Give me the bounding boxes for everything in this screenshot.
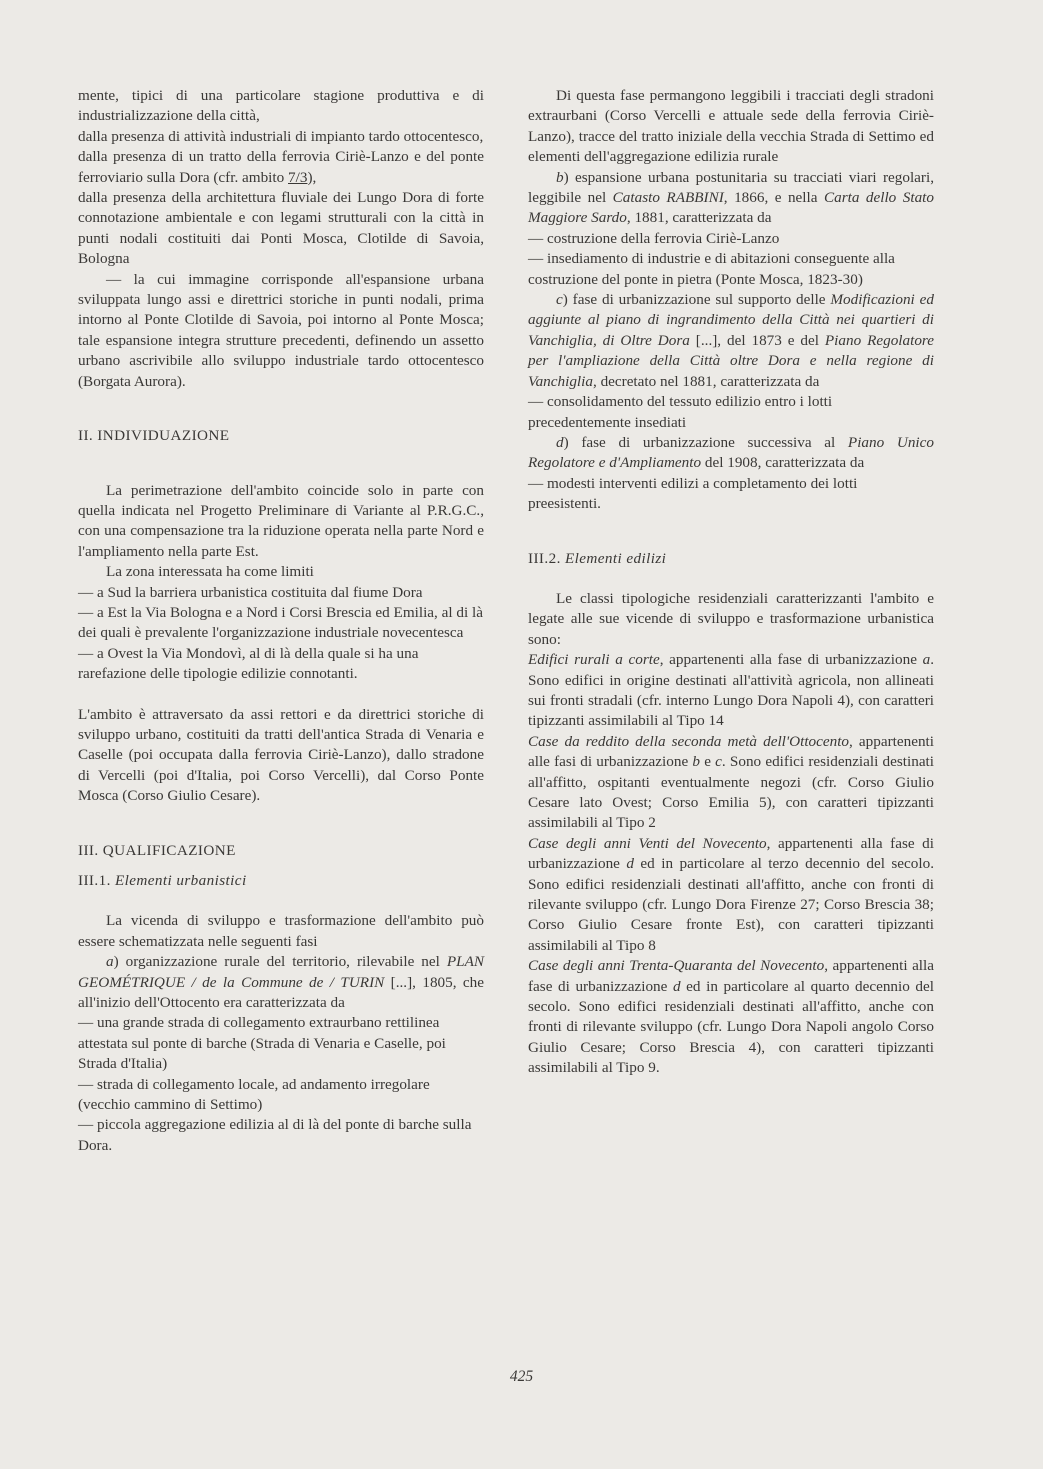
limit-west: — a Ovest la Via Mondovì, al di là della quale si ha una rarefazione delle tipologie edilizie connotanti. <box>78 644 419 683</box>
phase-b-label: b <box>556 168 564 186</box>
intro-line-3 <box>78 147 484 188</box>
phase-a-item-3: — piccola aggregazione edilizia al di là del ponte di barche sulla Dora. <box>78 1116 472 1154</box>
page-number: 425 <box>509 1368 534 1385</box>
phase-c-paragraph: c) fase di urbanizzazione sul supporto delle Modificazioni ed aggiunte al piano di ingrandimento della Città nei quartieri di Vanchiglia, di Oltre Dora [...], del 1873 e del Piano Regolatore per l'ampliazione della Città oltre Dora e nella regione di Vanchiglia, decretato nel 1881, caratterizzata da <box>528 291 935 390</box>
intro-line-5: — la cui immagine corrisponde all'espansione urbana sviluppata lungo assi e direttrici storiche in punti nodali, prima intorno al Ponte Clotilde di Savoia, poi intorno al Ponte Mosca; tale espansione integra strutture precedenti, definendo un assetto urbano ascrivibile allo sviluppo industriale tardo ottocentesco (Borgata Aurora). <box>78 270 484 390</box>
perimetrazione-paragraph: La perimetrazione dell'ambito coincide solo in parte con quella indicata nel Progetto Preliminare di Variante al P.R.G.C., con una compensazione tra la riduzione operata nella parte Nord e l'ampliamento nella parte Est. <box>78 481 484 560</box>
subsection-title-elementi-edilizi <box>528 549 934 569</box>
subsection-number: III.1. <box>78 872 111 889</box>
subsection-number: III.2. <box>528 549 561 567</box>
subsection-title-elementi-urbanistici <box>78 871 484 891</box>
intro-line-4: dalla presenza della architettura fluviale dei Lungo Dora di forte connotazione ambientale e con legami strutturali con la città in punti nodali costituiti dai Ponti Mosca, Clotilde di Savoia, Bologna <box>78 189 484 268</box>
limit-south: — a Sud la barriera urbanistica costituita dal fiume Dora <box>78 583 423 601</box>
carta-stato-maggiore-title: Carta dello Stato Maggiore Sardo <box>528 189 934 227</box>
phase-c-item-1: — consolidamento del tessuto edilizio entro i lotti precedentemente insediati <box>528 393 833 431</box>
phase-a-item-2: — strada di collegamento locale, ad andamento irregolare (vecchio cammino di Settimo) <box>78 1075 430 1114</box>
subsection-title-text: Elementi edilizi <box>564 549 667 567</box>
left-column <box>78 86 484 1156</box>
tipologia-edifici-rurali: Edifici rurali a corte, appartenenti alla fase di urbanizzazione a. Sono edifici in origine destinati all'attività agricola, non allineati sui fronti stradali (cfr. interno Lungo Dora Napoli 4), con caratteri tipizzanti assimilabili al Tipo 14 <box>528 651 934 730</box>
vicenda-paragraph: La vicenda di sviluppo e trasformazione dell'ambito può essere schematizzata nelle seguenti fasi <box>78 912 484 950</box>
limiti-intro: La zona interessata ha come limiti <box>106 563 314 581</box>
subsection-title-text: Elementi urbanistici <box>114 872 247 889</box>
tipologia-case-anni-venti: Case degli anni Venti del Novecento, appartenenti alla fase di urbanizzazione d ed in particolare al terzo decennio del secolo. Sono edifici residenziali destinati all'affitto, anche con fronti di rilevante sviluppo (cfr. Lungo Dora Firenze 27; Corso Brescia 38; Corso Giulio Cesare fronte Est), con caratteri tipizzanti assimilabili al Tipo 8 <box>528 834 934 954</box>
phase-a-item-1: — una grande strada di collegamento extraurbano rettilinea attestata sul ponte di barche (Strada di Venaria e Caselle, poi Strada d'Italia) <box>78 1014 446 1073</box>
tracciati-paragraph: Di questa fase permangono leggibili i tracciati degli stradoni extraurbani (Corso Vercelli e attuale sede della ferrovia Ciriè-Lanzo), tracce del tratto iniziale della vecchia Strada di Settimo ed elementi dell'aggregazione edilizia rurale <box>528 87 934 166</box>
phase-c-label: c <box>556 291 563 309</box>
phase-d-item-1: — modesti interventi edilizi a completamento dei lotti preesistenti. <box>528 474 858 513</box>
piano-regolatore-title: Piano Regolatore per l'ampliazione della Città oltre Dora e nella regione di Vanchiglia <box>528 331 935 390</box>
phase-b-paragraph: b) espansione urbana postunitaria su tracciati viari regolari, leggibile nel Catasto RABBINI, 1866, e nella Carta dello Stato Maggiore Sardo, 1881, caratterizzata da <box>528 168 934 227</box>
piano-unico-title: Piano Unico Regolatore e d'Ampliamento <box>528 433 934 472</box>
catasto-rabbini-title: Catasto RABBINI <box>612 189 724 207</box>
phase-b-item-2: — insediamento di industrie e di abitazioni conseguente alla costruzione del ponte in pietra (Ponte Mosca, 1823-30) <box>528 250 895 288</box>
section-title-individuazione: II. INDIVIDUAZIONE <box>78 427 230 445</box>
tipologia-case-ottocento: Case da reddito della seconda metà dell'Ottocento, appartenenti alle fasi di urbanizzazione b e c. Sono edifici residenziali destinati all'affitto, ospitanti eventualmente negozi (cfr. Corso Giulio Cesare lato Ovest; Corso Emilia 5), con caratteri tipizzanti assimilabili al Tipo 2 <box>528 732 934 832</box>
intro-line-2: dalla presenza di attività industriali di impianto tardo ottocentesco, <box>78 127 484 145</box>
section-title-qualificazione: III. QUALIFICAZIONE <box>78 841 236 859</box>
phase-d-label: d <box>556 433 564 451</box>
phase-a-paragraph: a) organizzazione rurale del territorio, rilevabile nel PLAN GEOMÉTRIQUE / de la Commune de / TURIN [...], 1805, che all'inizio dell'Ottocento era caratterizzata da <box>78 953 484 1012</box>
intro-line-1: mente, tipici di una particolare stagione produttiva e di industrializzazione della città, <box>78 87 484 125</box>
ambito-reference-link[interactable]: 7/3 <box>288 168 308 186</box>
assi-paragraph: L'ambito è attraversato da assi rettori e da direttrici storiche di sviluppo urbano, costituiti da tratti dell'antica Strada di Venaria e Caselle (poi occupata dalla ferrovia Ciriè-Lanzo), dallo stradone di Vercelli (poi d'Italia, poi Corso Vercelli), dal Corso Ponte Mosca (Corso Giulio Cesare). <box>78 705 484 805</box>
limit-east-north: — a Est la Via Bologna e a Nord i Corsi Brescia ed Emilia, al di là dei quali è prevalente l'organizzazione industriale novecentesca <box>78 603 483 642</box>
right-column <box>528 86 934 1079</box>
phase-a-label: a <box>106 953 114 971</box>
classi-tipologiche-paragraph: Le classi tipologiche residenziali caratterizzanti l'ambito e legate alle sue vicende di sviluppo e trasformazione urbanistica sono: <box>528 589 934 648</box>
plan-geometrique-title: PLAN GEOMÉTRIQUE / de la Commune de / TURIN <box>78 953 484 991</box>
ambito-reference-close: ), <box>307 168 317 186</box>
phase-d-paragraph: d) fase di urbanizzazione successiva al Piano Unico Regolatore e d'Ampliamento del 1908, caratterizzata da <box>528 433 934 472</box>
tipologia-case-anni-trenta: Case degli anni Trenta-Quaranta del Novecento, appartenenti alla fase di urbanizzazione d ed in particolare al quarto decennio del secolo. Sono edifici residenziali destinati all'affitto, anche con fronti di rilevante sviluppo (cfr. Lungo Dora Napoli angolo Corso Giulio Cesare; Corso Brescia 4), con caratteri tipizzanti assimilabili al Tipo 9. <box>528 957 934 1077</box>
intro-line-3-text: dalla presenza di un tratto della ferrovia Ciriè-Lanzo e del ponte ferroviario sulla Dora (cfr. ambito <box>78 148 484 186</box>
phase-b-item-1: — costruzione della ferrovia Ciriè-Lanzo <box>528 229 780 247</box>
modificazioni-title: Modificazioni ed aggiunte al piano di ingrandimento della Città nei quartieri di Vanchiglia, di Oltre Dora <box>528 291 934 349</box>
